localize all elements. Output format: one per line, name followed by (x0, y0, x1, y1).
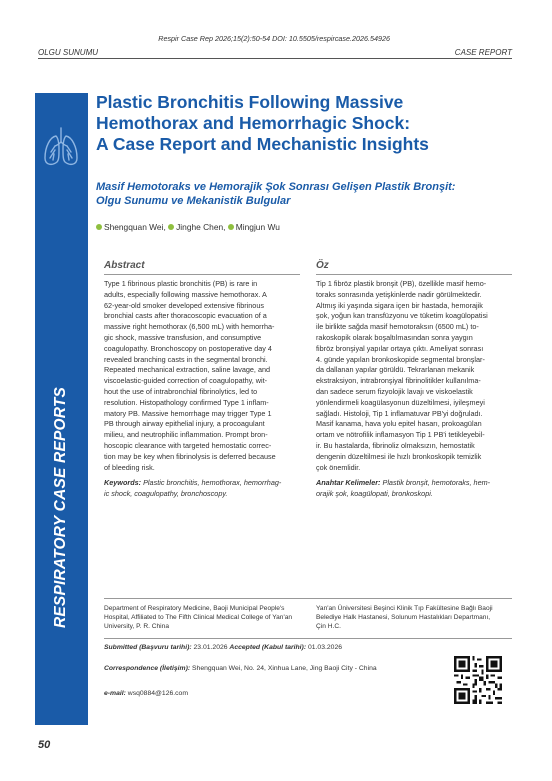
oz-line: ekstraksiyon, intrabronşiyal fibrinolitikler kullanılma- (316, 376, 481, 386)
affiliation-line: Çin H.C. (316, 623, 341, 631)
affiliation-line: Hospital, Affiliated to The Fifth Clinical Medical College of Yan'an (104, 614, 293, 622)
abstract-heading: Abstract (104, 260, 145, 271)
affiliation-rule (104, 598, 512, 599)
oz-line: ir. Bu hastalarda, fibrinoliz olmaksızın, hemostatik (316, 440, 475, 450)
oz-line: ile birlikte sağda masif hemotoraksın (6500 mL) to- (316, 322, 479, 332)
abstract-line: coagulopathy. Bronchoscopy on postoperative day 4 (104, 343, 272, 353)
oz-body (316, 279, 512, 473)
subtitle-line: Olgu Sunumu ve Mekanistik Bulgular (96, 195, 291, 207)
article-subtitle-tr (96, 180, 516, 208)
keywords-label: Anahtar Kelimeler: (316, 478, 381, 487)
oz-line: toraks sonrasında yetişkinlerde nadir görülmektedir. (316, 289, 482, 299)
oz-line: çok önemlidir. (316, 462, 361, 472)
affiliation-line: Yan'an Üniversitesi Beşinci Klinik Tıp Fakültesine Bağlı Baoji (316, 605, 493, 612)
abstract-line: Type 1 fibrinous plastic bronchitis (PB) is rare in (104, 279, 258, 288)
oz-line: Masif kanama, hava yolu epitel hasarı, prokoagülan (316, 419, 482, 429)
abstract-line: Repeated mechanical extraction, saline lavage, and (104, 365, 271, 375)
keywords-label: Keywords: (104, 478, 142, 487)
oz-line: sağladı. Histoloji, Tip 1 inflamatuvar PB'yi doğruladı. (316, 408, 483, 418)
abstract-line: adults, especially following massive hemothorax. A (104, 289, 267, 299)
header-rule (38, 58, 512, 59)
abstract-line: matory PB. Massive hemorrhage may trigger Type 1 (104, 408, 272, 418)
title-line: Plastic Bronchitis Following Massive (96, 92, 404, 112)
accepted-date: 01.03.2026 (306, 644, 342, 651)
author-bullet-icon (96, 224, 102, 230)
oz-line: dan sadece serum fizyolojik lavajı ve viskoelastik (316, 386, 473, 396)
oz-line: fibröz bronşiyal yapılar ortaya çıktı. Ameliyat sonrası (316, 343, 484, 353)
section-label-en: CASE REPORT (454, 48, 512, 57)
abstract-line: 62-year-old smoker developed extensive fibrinous (104, 300, 264, 310)
page-number: 50 (38, 739, 51, 751)
abstract-line: viscoelastic-guided correction of coagulopathy, wit- (104, 376, 268, 386)
affiliation-tr (316, 604, 512, 632)
dates-rule (104, 638, 512, 639)
submitted-label: Submitted (Başvuru tarihi): (104, 644, 192, 651)
keywords-value: Plastik bronşit, hemotoraks, hem- (380, 478, 491, 487)
abstract-line: gic shock, massive transfusion, and consumptive (104, 332, 262, 342)
abstract-line: hout the use of intrabronchial fibrinolytics, led to (104, 386, 258, 396)
oz-line: Tip 1 fibröz plastik bronşit (PB), özellikle masif hemo- (316, 279, 487, 288)
abstract-line: of bleeding risk. (104, 462, 155, 472)
email-label: e-mail: (104, 690, 126, 697)
affiliation-line: University, P. R. China (104, 623, 169, 631)
correspondence (104, 665, 377, 672)
author-bullet-icon (168, 224, 174, 230)
article-title (96, 92, 516, 155)
accepted-label: Accepted (Kabul tarihi): (229, 644, 307, 651)
abstract-line: tion may be key when fibrinolysis is deferred because (104, 451, 276, 461)
keywords-value: ic shock, coagulopathy, bronchoscopy. (104, 488, 228, 498)
sidebar-journal-name: RESPIRATORY CASE REPORTS (52, 386, 69, 628)
abstract-rule (104, 274, 300, 275)
author-list: Shengquan Wei, Jinghe Chen, Mingjun Wu (96, 222, 280, 232)
oz-line: ortam ve nötrofilik inflamasyon Tip 1 PB'i tetikleyebil- (316, 430, 485, 440)
oz-keywords (316, 478, 512, 499)
email-address[interactable]: wsq0884@126.com (125, 690, 188, 697)
oz-line: da dallanan yapılar görüldü. Tekrarlanan mekanik (316, 365, 475, 375)
submission-dates (104, 644, 342, 651)
keywords-value: orajik şok, koagülopati, bronkoskopi. (316, 488, 433, 498)
affiliation-line: Belediye Halk Hastanesi, Solunum Hastalıkları Departmanı, (316, 614, 491, 622)
affiliation-en (104, 604, 304, 632)
oz-line: rakoskopik olarak boşaltılmasından sonra yaygın (316, 332, 473, 342)
author-name: Jinghe Chen (176, 222, 224, 232)
affiliation-line: Department of Respiratory Medicine, Baoji Municipal People's (104, 605, 285, 612)
abstract-line: revealed branching casts in the segmental bronchi. (104, 354, 268, 364)
oz-line: Altmış iki yaşında sigara içen bir hastada, hemorajik (316, 300, 483, 310)
title-line: Hemothorax and Hemorrhagic Shock: (96, 113, 411, 133)
abstract-line: bronchial casts after thoracoscopic evacuation of a (104, 311, 267, 321)
submitted-date: 23.01.2026 (191, 644, 230, 651)
journal-citation: Respir Case Rep 2026;15(2):50-54 DOI: 10.5505/respircase.2026.54926 (158, 34, 390, 43)
oz-line: 4. günde yapılan bronkoskopide segmental bronşlar- (316, 354, 485, 364)
title-line: A Case Report and Mechanistic Insights (96, 134, 429, 154)
section-label-tr: OLGU SUNUMU (38, 48, 99, 57)
abstract-line: resolution. Histopathology confirmed Type 1 inflam- (104, 397, 269, 407)
abstract-line: PB through airway epithelial injury, a procoagulant (104, 419, 265, 429)
qr-code-icon (454, 656, 502, 704)
oz-line: şok, yoğun kan transfüzyonu ve tüketim koagülopatisi (316, 311, 488, 321)
abstract-keywords (104, 478, 300, 499)
correspondence-label: Correspondence (İletişim): (104, 665, 191, 672)
abstract-body (104, 279, 300, 473)
oz-rule (316, 274, 512, 275)
oz-line: yönlendirmeli koagülasyonun düzeltilmesi, iyileşmeyi (316, 397, 485, 407)
author-bullet-icon (228, 224, 234, 230)
lungs-icon (41, 125, 81, 169)
author-name: Mingjun Wu (235, 222, 280, 232)
oz-line: dengenin düzeltilmesi ile hızlı bronkoskopik temizlik (316, 451, 482, 461)
keywords-value: Plastic bronchitis, hemothorax, hemorrhag- (141, 478, 282, 487)
abstract-line: massive right hemothorax (6,500 mL) with hemorrha- (104, 322, 275, 332)
subtitle-line: Masif Hemotoraks ve Hemorajik Şok Sonrası Gelişen Plastik Bronşit: (96, 181, 456, 193)
abstract-line: milieu, and neutrophilic inflammation. Prompt bron- (104, 430, 268, 440)
oz-heading: Öz (316, 260, 329, 271)
correspondence-address: Shengquan Wei, No. 24, Xinhua Lane, Jing Baoji City - China (190, 665, 377, 672)
email (104, 690, 188, 697)
author-name: Shengquan Wei (104, 222, 164, 232)
abstract-line: hoscopic clearance with targeted hemostatic correc- (104, 440, 272, 450)
